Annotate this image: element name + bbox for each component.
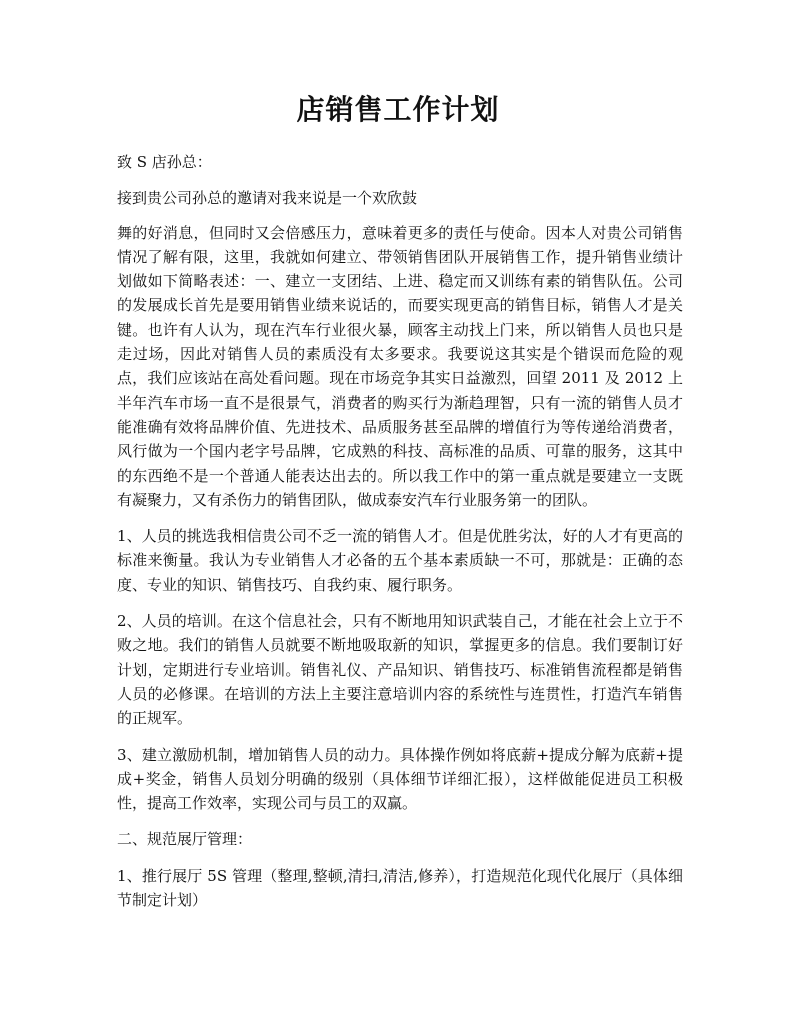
document-body (117, 150, 683, 924)
section-heading-2: 二、规范展厅管理： (117, 830, 253, 849)
salutation: 致 S 店孙总： (117, 153, 212, 171)
paragraph-point-3: 3、建立激励机制，增加销售人员的动力。具体操作例如将底薪+提成分解为底薪+提成+奖金，销售人员划分明确的级别（具体细节详细汇报），这样做能促进员工积极性，提高工作效率，实现公司与员工的双赢。 (117, 745, 683, 813)
paragraph-section-2-item-1: 1、推行展厅 5S 管理（整理,整顿,清扫,清洁,修养），打造规范化现代化展厅（具体细节制定计划） (117, 866, 683, 910)
paragraph-point-2: 2、人员的培训。在这个信息社会，只有不断地用知识武装自己，才能在社会上立于不败之地。我们的销售人员就要不断地吸取新的知识，掌握更多的信息。我们要制订好计划，定期进行专业培训。销售礼仪、产品知识、销售技巧、标准销售流程都是销售人员的必修课。在培训的方法上主要注意培训内容的系统性与连贯性，打造汽车销售的正规军。 (117, 612, 683, 728)
paragraph-opening: 接到贵公司孙总的邀请对我来说是一个欢欣鼓 (117, 189, 418, 208)
paragraph-intro: 舞的好消息，但同时又会倍感压力，意味着更多的责任与使命。因本人对贵公司销售情况了解有限，这里，我就如何建立、带领销售团队开展销售工作，提升销售业绩计划做如下简略表述：一、建立一支团结、上进、稳定而又训练有素的销售队伍。公司的发展成长首先是要用销售业绩来说话的，而要实现更高的销售目标，销售人才是关键。也许有人认为，现在汽车行业很火暴，顾客主动找上门来，所以销售人员也只是走过场，因此对销售人员的素质没有太多要求。我要说这其实是个错误而危险的观点，我们应该站在高处看问题。现在市场竞争其实日益激烈，回望 2011 及 2012 上半年汽车市场一直不是很景气，消费者的购买行为渐趋理智，只有一流的销售人员才能准确有效将品牌价值、先进技术、品质服务甚至品牌的增值行为等传递给消费者，风行做为一个国内老字号品牌，它成熟的科技、高标准的品质、可靠的服务，这其中的东西绝不是一个普通人能表达出去的。所以我工作中的第一重点就是要建立一支既有凝聚力，又有杀伤力的销售团队，做成泰安汽车行业服务第一的团队。 (117, 223, 683, 509)
document-title: 店销售工作计划 (296, 93, 500, 126)
paragraph-point-1: 1、人员的挑选我相信贵公司不乏一流的销售人才。但是优胜劣汰，好的人才有更高的标准来衡量。我认为专业销售人才必备的五个基本素质缺一不可，那就是：正确的态度、专业的知识、销售技巧、自我约束、履行职务。 (117, 527, 683, 594)
